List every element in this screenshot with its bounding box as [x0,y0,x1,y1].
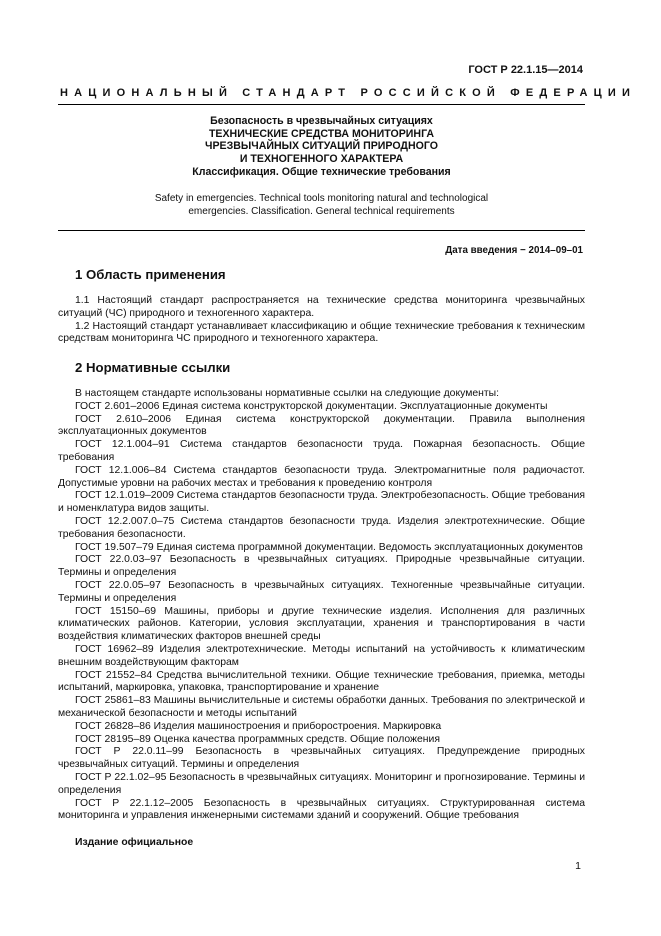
reference-item: ГОСТ 2.610–2006 Единая система конструкторской документации. Правила выполнения эксплуатационных документов [58,413,585,438]
reference-item: ГОСТ 22.0.03–97 Безопасность в чрезвычайных ситуациях. Природные чрезвычайные ситуации. Термины и определения [58,554,585,579]
reference-item: ГОСТ 12.1.006–84 Система стандартов безопасности труда. Электромагнитные поля радиочастот. Допустимые уровни на рабочих местах и требования к проведению контроля [58,464,585,489]
paragraph: В настоящем стандарте использованы нормативные ссылки на следующие документы: [75,388,499,399]
reference-item: ГОСТ Р 22.1.12–2005 Безопасность в чрезвычайных ситуациях. Структурированная система мониторинга и управления инженерными системами зданий и сооружений. Общие требования [58,797,585,822]
reference-item: ГОСТ 22.0.05–97 Безопасность в чрезвычайных ситуациях. Техногенные чрезвычайные ситуации. Термины и определения [58,579,585,604]
header-divider [58,104,585,105]
reference-item: ГОСТ 15150–69 Машины, приборы и другие технические изделия. Исполнения для различных климатических районов. Категории, условия эксплуатации, хранения и транспортирования в части воздействия климатических факторов внешней среды [58,605,585,643]
reference-item: ГОСТ 26828–86 Изделия машиностроения и приборостроения. Маркировка [75,720,442,732]
paragraph: 1.2 Настоящий стандарт устанавливает классификацию и общие технические требования к техническим средствам мониторинга ЧС природного и техногенного характера. [58,320,585,345]
national-standard-heading: НАЦИОНАЛЬНЫЙ СТАНДАРТ РОССИЙСКОЙ ФЕДЕРАЦИИ [60,87,637,99]
document-title [58,115,585,179]
page-number: 1 [575,860,581,872]
reference-item: ГОСТ 2.601–2006 Единая система конструкторской документации. Эксплуатационные документы [75,400,548,412]
title-divider [58,230,585,231]
title-line: ЧРЕЗВЫЧАЙНЫХ СИТУАЦИЙ ПРИРОДНОГО [205,140,438,153]
section-1-body [58,295,585,346]
reference-item: ГОСТ 19.507–79 Единая система программной документации. Ведомость эксплуатационных документов [75,541,583,553]
english-title [58,192,585,218]
section-1-heading: 1 Область применения [75,267,226,282]
paragraph: 1.1 Настоящий стандарт распространяется на технические средства мониторинга чрезвычайных ситуаций (ЧС) природного и техногенного характера. [58,295,585,319]
official-edition-label: Издание официальное [75,837,194,848]
english-title-line: emergencies. Classification. General technical requirements [188,206,455,217]
reference-item: ГОСТ 28195–89 Оценка качества программных средств. Общие положения [75,733,440,745]
reference-item: ГОСТ 12.1.019–2009 Система стандартов безопасности труда. Электробезопасность. Общие требования и номенклатура видов защиты. [58,490,585,515]
document-code: ГОСТ Р 22.1.15—2014 [468,64,583,76]
english-title-line: Safety in emergencies. Technical tools monitoring natural and technological [154,193,489,204]
title-line: И ТЕХНОГЕННОГО ХАРАКТЕРА [239,153,404,166]
section-2-heading: 2 Нормативные ссылки [75,360,231,375]
reference-item: ГОСТ 12.2.007.0–75 Система стандартов безопасности труда. Изделия электротехнические. Общие требования безопасности. [58,515,585,540]
title-line: ТЕХНИЧЕСКИЕ СРЕДСТВА МОНИТОРИНГА [208,127,435,140]
intro-date: Дата введения − 2014–09–01 [445,245,583,256]
reference-item: ГОСТ 16962–89 Изделия электротехнические. Методы испытаний на устойчивость к климатическим внешним воздействующим факторам [58,643,585,668]
title-line: Безопасность в чрезвычайных ситуациях [210,115,433,127]
reference-item: ГОСТ 25861–83 Машины вычислительные и системы обработки данных. Требования по электрической и механической безопасности и методы испытаний [58,695,585,719]
reference-item: ГОСТ 21552–84 Средства вычислительной техники. Общие технические требования, приемка, методы испытаний, маркировка, упаковка, транспортирование и хранение [58,669,585,694]
section-2-body [58,388,585,823]
reference-item: ГОСТ Р 22.0.11–99 Безопасность в чрезвычайных ситуациях. Предупреждение природных чрезвычайных ситуаций. Термины и определения [58,746,585,771]
reference-item: ГОСТ Р 22.1.02–95 Безопасность в чрезвычайных ситуациях. Мониторинг и прогнозирование. Термины и определения [58,771,585,796]
title-line: Классификация. Общие технические требования [192,165,451,178]
reference-item: ГОСТ 12.1.004–91 Система стандартов безопасности труда. Пожарная безопасность. Общие требования [58,439,585,463]
